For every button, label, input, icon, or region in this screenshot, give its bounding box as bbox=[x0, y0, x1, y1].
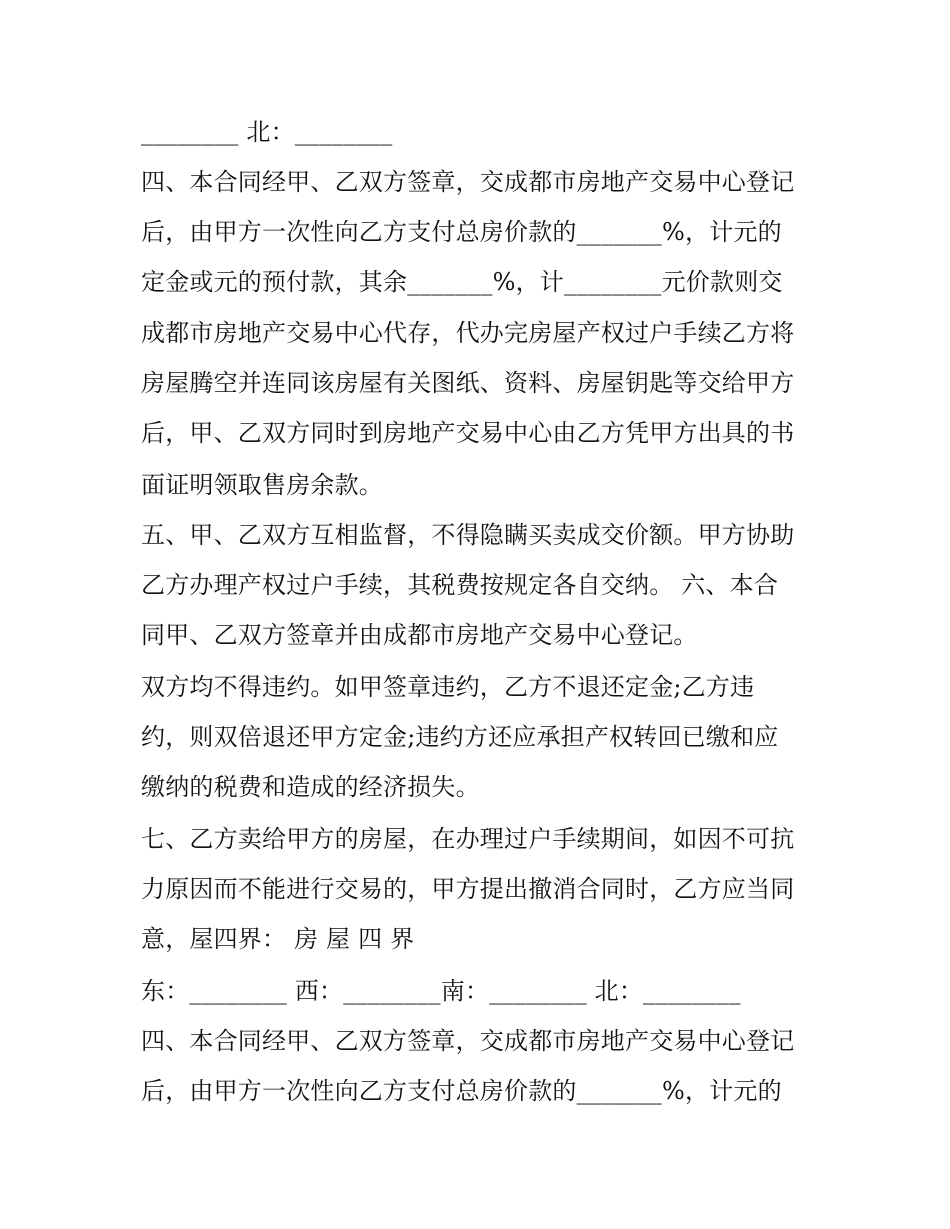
text-line: 面证明领取售房余款。 bbox=[141, 471, 383, 499]
text-line: ________ 北：________ bbox=[141, 118, 393, 146]
text-line: 后，由甲方一次性向乙方支付总房价款的_______%，计元的 bbox=[141, 218, 782, 246]
text-line: 同甲、乙双方签章并由成都市房地产交易中心登记。 bbox=[141, 621, 698, 649]
text-line: 四、本合同经甲、乙双方签章，交成都市房地产交易中心登记 bbox=[141, 1027, 795, 1055]
text-line: 力原因而不能进行交易的，甲方提出撤消合同时，乙方应当同 bbox=[141, 875, 795, 903]
text-line: 缴纳的税费和造成的经济损失。 bbox=[141, 773, 480, 801]
text-line: 七、乙方卖给甲方的房屋，在办理过户手续期间，如因不可抗 bbox=[141, 825, 795, 853]
text-line: 双方均不得违约。如甲签章违约，乙方不退还定金;乙方违 bbox=[141, 673, 755, 701]
text-line: 五、甲、乙双方互相监督，不得隐瞒买卖成交价额。甲方协助 bbox=[141, 521, 795, 549]
text-line: 定金或元的预付款，其余_______%，计________元价款则交 bbox=[141, 268, 783, 296]
text-line: 四、本合同经甲、乙双方签章，交成都市房地产交易中心登记 bbox=[141, 168, 795, 196]
text-line: 成都市房地产交易中心代存，代办完房屋产权过户手续乙方将 bbox=[141, 319, 795, 347]
text-line: 约，则双倍退还甲方定金;违约方还应承担产权转回已缴和应 bbox=[141, 723, 779, 751]
text-line: 东：________ 西：________南：________ 北：________ bbox=[141, 977, 741, 1005]
text-line: 乙方办理产权过户手续，其税费按规定各自交纳。 六、本合 bbox=[141, 571, 779, 599]
text-line: 后，甲、乙双方同时到房地产交易中心由乙方凭甲方出具的书 bbox=[141, 419, 795, 447]
text-line: 意，屋四界： 房 屋 四 界 bbox=[141, 925, 415, 953]
text-line: 后，由甲方一次性向乙方支付总房价款的_______%，计元的 bbox=[141, 1077, 782, 1105]
text-line: 房屋腾空并连同该房屋有关图纸、资料、房屋钥匙等交给甲方 bbox=[141, 369, 795, 397]
